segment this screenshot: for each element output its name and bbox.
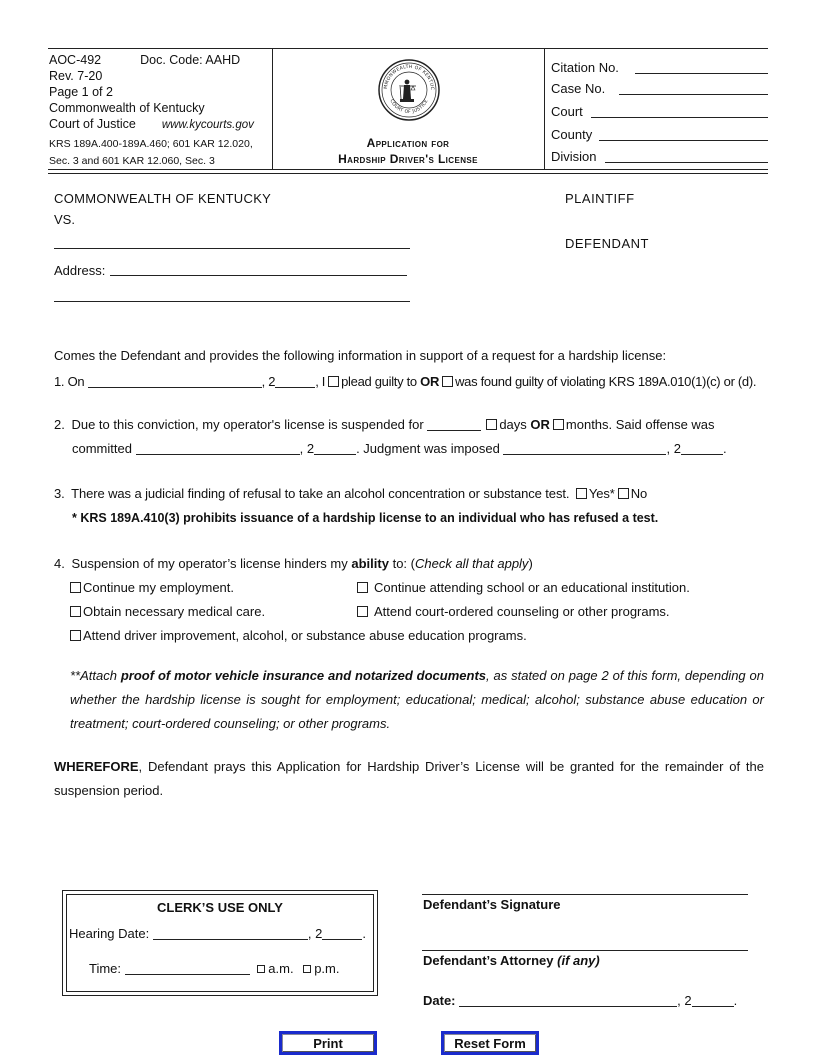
judgment-label: . Judgment was imposed [356,441,500,456]
wherefore-bold: WHEREFORE [54,759,139,774]
court-of-justice-label: Court of Justice [49,117,136,131]
item-2-or: OR [530,417,550,432]
committed-year-input[interactable] [314,442,356,455]
attorney-label: Defendant’s Attorney [423,953,554,968]
signature-date-input[interactable] [459,994,677,1007]
plead-guilty-checkbox[interactable] [328,376,339,387]
hearing-date-label: Hearing Date: [69,926,150,941]
refusal-yes-checkbox[interactable] [576,488,587,499]
item-1-i: , I [315,374,326,389]
header-divider-right [544,48,545,170]
item-1-on: On [67,374,85,389]
address-input-2[interactable] [54,301,410,302]
revision: Rev. 7-20 [49,69,103,83]
plead-guilty-label: plead guilty to [341,374,417,389]
defendant-signature-input[interactable] [422,894,748,895]
medical-checkbox[interactable] [70,606,81,617]
case-label: Case No. [551,81,606,96]
committed-label: committed [72,441,132,456]
am-checkbox[interactable] [257,965,265,973]
option-school [357,580,690,595]
item-1 [54,374,756,389]
counseling-label: Attend court-ordered counseling or other programs. [374,604,670,619]
judgment-end: . [722,441,727,456]
refusal-note: * KRS 189A.410(3) prohibits issuance of a hardship license to an individual who has refused a test. [72,511,659,525]
intro-text: Comes the Defendant and provides the following information in support of a request for a hardship license: [54,348,667,363]
judgment-year-prefix: , 2 [666,441,681,456]
driver-programs-checkbox[interactable] [70,630,81,641]
item-1-number: 1. [54,374,65,389]
item-1-or: OR [420,374,440,389]
item-1-date-input[interactable] [88,375,262,388]
item-2-text: Due to this conviction, my operator's license is suspended for [71,417,424,432]
commonwealth-party: COMMONWEALTH OF KENTUCKY [54,191,272,206]
hearing-date-row [69,926,366,941]
am-label: a.m. [268,961,294,976]
judgment-year-input[interactable] [681,442,723,455]
item-4 [54,556,533,571]
pm-label: p.m. [314,961,340,976]
committed-date-input[interactable] [136,442,300,455]
division-label: Division [551,149,597,164]
signature-year-prefix: , 2 [677,993,692,1008]
clerk-title: CLERK’S USE ONLY [157,900,283,915]
header-bottom-rule-2 [48,173,768,174]
form-number: AOC-492 [49,53,102,67]
found-guilty-label: was found guilty of violating KRS 189A.010(1)(c) or (d). [455,374,757,389]
statute-line-2: Sec. 3 and 601 KAR 12.060, Sec. 3 [49,155,215,167]
clerk-box [66,894,374,992]
attach-paragraph [70,664,764,736]
signature-year-input[interactable] [692,994,734,1007]
option-employment [70,580,234,595]
svg-text:COURT OF JUSTICE: COURT OF JUSTICE [388,98,430,116]
item-4-check-all: Check all that apply [414,556,529,571]
item-3-number: 3. [54,486,65,501]
defendant-label: DEFENDANT [565,236,649,251]
attorney-signature-input[interactable] [422,950,748,951]
header-bottom-rule-1 [48,169,768,170]
item-3-text: There was a judicial finding of refusal to take an alcohol concentration or substance test. [71,486,570,501]
svg-text:COMMONWEALTH OF KENTUCKY: MMONWEALTH OF KENTUC [383,64,435,91]
commonwealth-label: Commonwealth of Kentucky [49,101,205,115]
days-label: days [499,417,527,432]
attach-bold: proof of motor vehicle insurance and notarized documents [120,668,487,683]
option-driver-programs [70,628,527,643]
judgment-date-input[interactable] [503,442,666,455]
attorney-if-any: (if any) [557,953,600,968]
county-label: County [551,127,593,142]
header-top-rule [48,48,768,49]
address-input-1[interactable] [110,275,407,276]
hearing-year-input[interactable] [322,927,362,940]
signature-end: . [733,993,738,1008]
medical-label: Obtain necessary medical care. [83,604,266,619]
wherefore-paragraph [54,755,764,803]
school-label: Continue attending school or an educational institution. [374,580,690,595]
refusal-no-checkbox[interactable] [618,488,629,499]
division-input[interactable] [605,162,768,163]
signature-date-row [423,993,737,1008]
time-label: Time: [89,961,122,976]
counseling-checkbox[interactable] [357,606,368,617]
item-3 [54,486,647,501]
doc-code: Doc. Code: AAHD [140,53,241,67]
title-line-1: Application for [366,136,450,150]
item-4-to: to: ( [392,556,415,571]
found-guilty-checkbox[interactable] [442,376,453,387]
item-4-ability: ability [351,556,389,571]
vs-label: VS. [54,212,75,227]
court-input[interactable] [591,117,768,118]
form-title [272,135,544,167]
time-input[interactable] [125,962,250,975]
website: www.kycourts.gov [161,119,254,131]
months-label: months. Said offense was [565,417,715,432]
case-input[interactable] [619,94,768,95]
court-label: Court [551,104,583,119]
employment-label: Continue my employment. [83,580,235,595]
driver-programs-label: Attend driver improvement, alcohol, or substance abuse education programs. [83,628,527,643]
defendant-signature-label: Defendant’s Signature [423,897,561,912]
hearing-end: . [362,926,366,941]
attach-prefix: **Attach [70,668,117,683]
hearing-date-input[interactable] [153,927,308,940]
item-2-line-1 [54,417,715,432]
school-checkbox[interactable] [357,582,368,593]
page-indicator: Page 1 of 2 [49,85,113,99]
option-medical [70,604,265,619]
statute-line-1: KRS 189A.400-189A.460; 601 KAR 12.020, [49,138,253,150]
citation-input[interactable] [635,73,768,74]
address-label: Address: [54,263,106,278]
wherefore-rest: , Defendant prays this Application for Hardship Driver’s License will be granted for the remainder of the suspension period. [54,759,764,798]
item-4-close: ) [528,556,533,571]
title-line-2: Hardship Driver's License [338,152,478,166]
time-row [89,961,340,976]
header-info-block [49,52,254,169]
item-1-year-input[interactable] [275,375,315,388]
signature-date-label: Date: [423,993,456,1008]
hearing-year-prefix: , 2 [307,926,323,941]
committed-year-prefix: , 2 [299,441,315,456]
plaintiff-label: PLAINTIFF [565,191,635,206]
item-2-line-2 [72,441,727,456]
months-checkbox[interactable] [553,419,564,430]
item-4-text: Suspension of my operator’s license hinders my [71,556,348,571]
pm-checkbox[interactable] [303,965,311,973]
attach-rest: , as stated on page 2 of this form, depending on whether the hardship license is sought for employment; educational; medical; alcohol; substance abuse education or treatment; court-ordered counseling; or other programs. [70,668,764,731]
item-4-number: 4. [54,556,65,571]
refusal-no-label: No [630,486,648,501]
print-button[interactable]: Print [279,1031,377,1055]
defendant-name-input[interactable] [54,248,410,249]
attorney-signature-label [423,953,600,968]
county-input[interactable] [599,140,768,141]
option-counseling [357,604,670,619]
employment-checkbox[interactable] [70,582,81,593]
citation-label: Citation No. [551,60,619,75]
court-seal-icon [378,59,440,121]
suspension-length-input[interactable] [427,418,481,431]
reset-form-button[interactable]: Reset Form [441,1031,539,1055]
item-1-year-prefix: , 2 [261,374,276,389]
refusal-yes-label: Yes* [588,486,615,501]
item-2-number: 2. [54,417,65,432]
days-checkbox[interactable] [486,419,497,430]
